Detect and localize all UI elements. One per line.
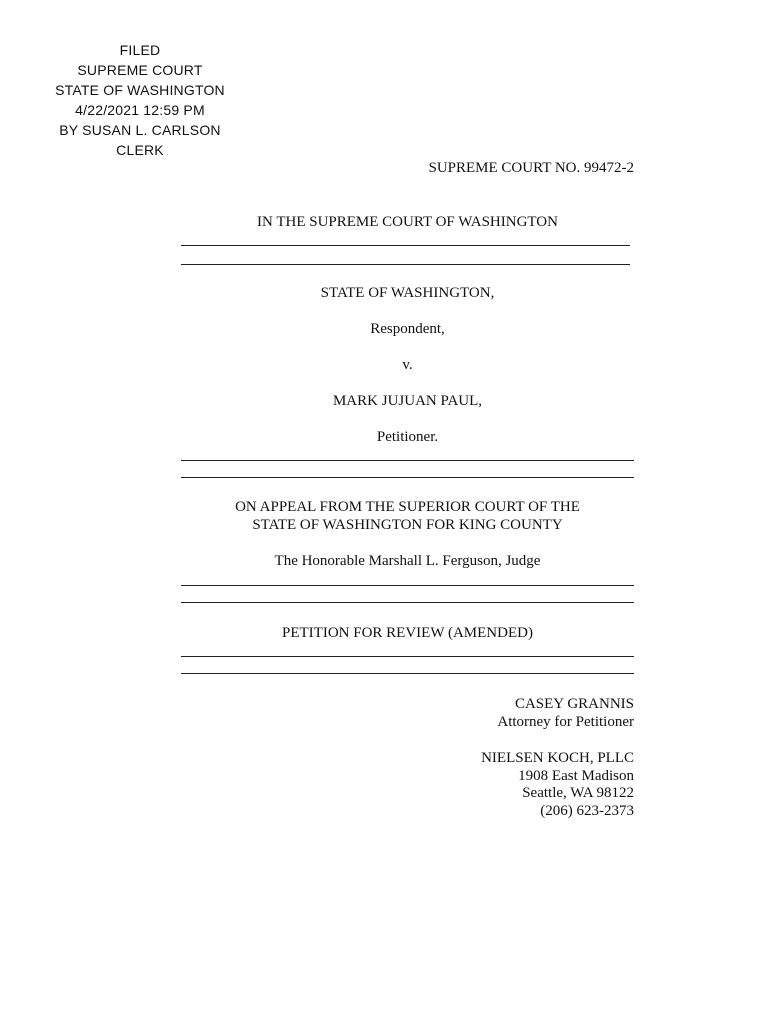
divider-rule [181,585,634,586]
firm-street: 1908 East Madison [518,767,634,784]
case-number: SUPREME COURT NO. 99472-2 [428,160,634,176]
stamp-datetime: 4/22/2021 12:59 PM [75,102,205,118]
firm-name: NIELSEN KOCH, PLLC [481,750,634,766]
firm-phone: (206) 623-2373 [540,802,634,819]
versus: v. [402,357,413,373]
divider-rule [181,602,634,603]
petitioner-name: MARK JUJUAN PAUL, [332,393,483,409]
judge-name: The Honorable Marshall L. Ferguson, Judge [274,553,541,569]
document-title: PETITION FOR REVIEW (AMENDED) [282,625,533,641]
court-name: IN THE SUPREME COURT OF WASHINGTON [257,214,558,230]
attorney-role: Attorney for Petitioner [497,713,634,730]
divider-rule [181,656,634,657]
divider-rule [181,245,630,246]
appeal-line-1: ON APPEAL FROM THE SUPERIOR COURT OF THE [235,499,580,515]
divider-rule [181,673,634,674]
filing-stamp [40,40,240,160]
stamp-state: STATE OF WASHINGTON [55,82,225,98]
attorney-name: CASEY GRANNIS [514,696,634,712]
respondent-name: STATE OF WASHINGTON, [320,285,495,301]
stamp-court: SUPREME COURT [77,62,203,78]
firm-block [481,750,634,820]
respondent-role: Respondent, [370,321,445,337]
attorney-block [497,696,634,731]
divider-rule [181,477,634,478]
firm-city: Seattle, WA 98122 [522,785,634,801]
stamp-clerk-name: BY SUSAN L. CARLSON [59,122,221,138]
divider-rule [181,264,630,265]
petitioner-role: Petitioner. [376,429,439,445]
divider-rule [181,460,634,461]
appeal-line-2: STATE OF WASHINGTON FOR KING COUNTY [252,517,563,533]
stamp-clerk-title: CLERK [116,142,164,158]
stamp-filed: FILED [119,42,161,58]
